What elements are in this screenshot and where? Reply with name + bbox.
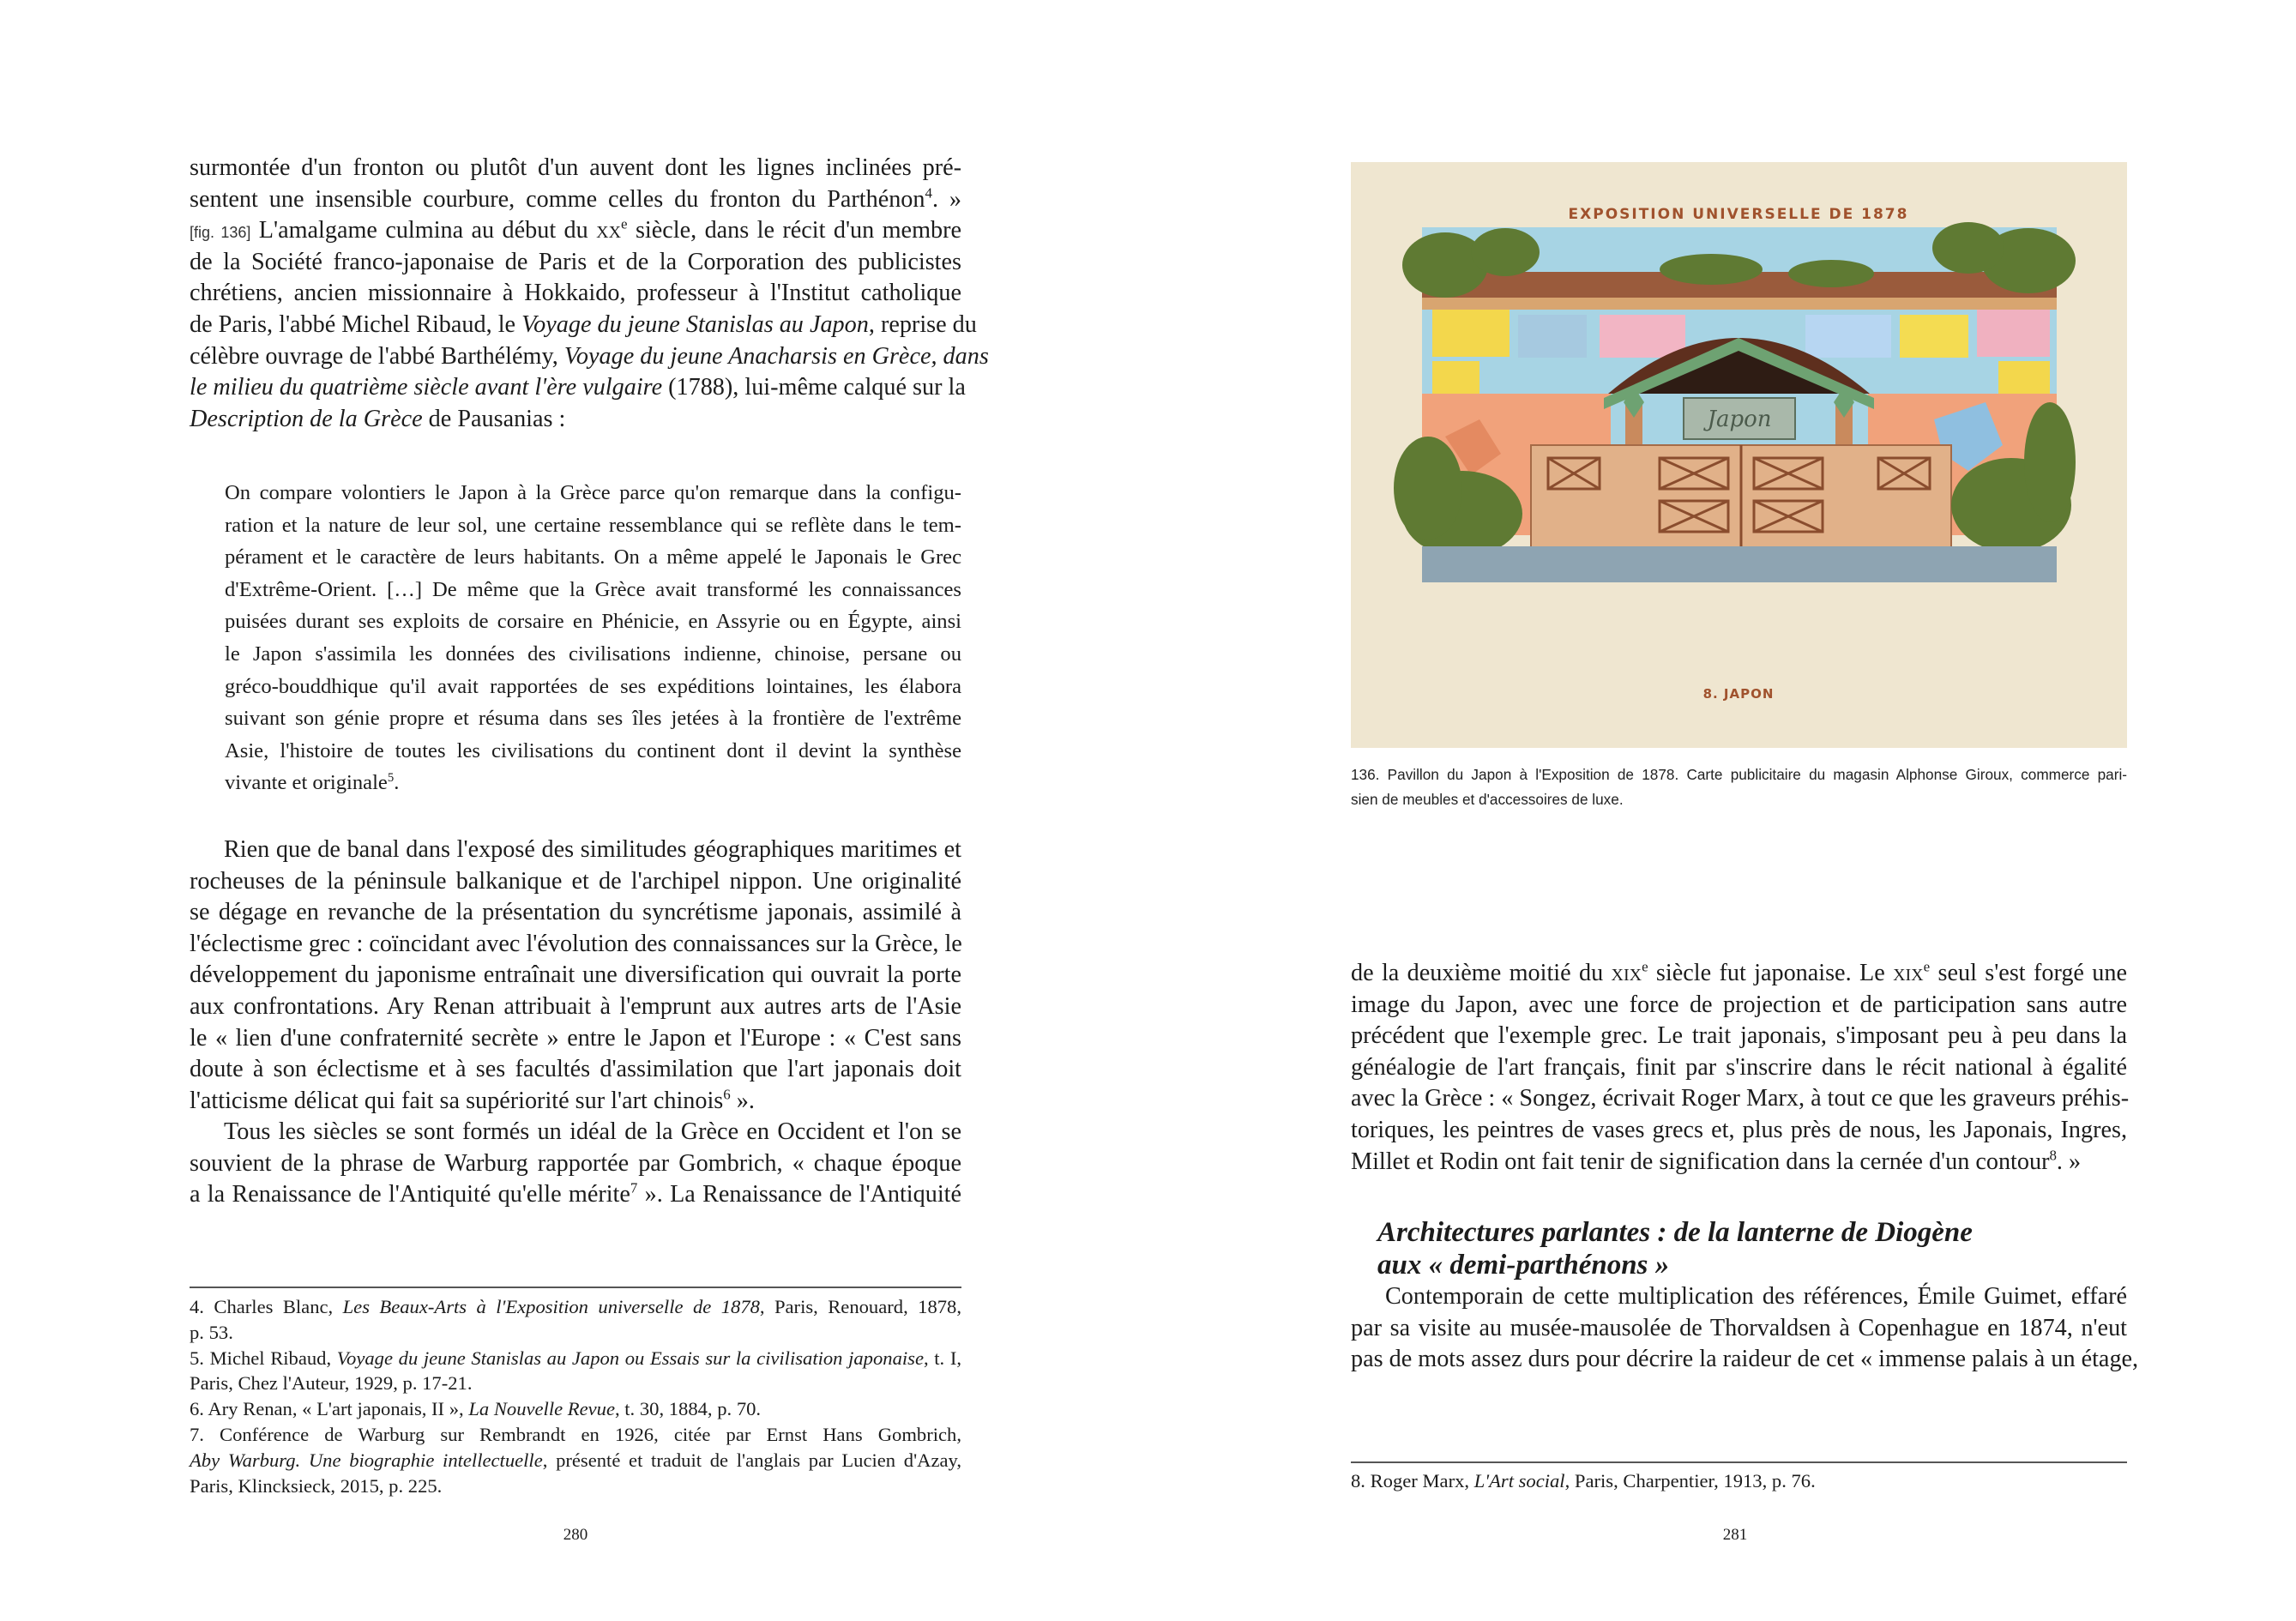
text-line: chrétiens, ancien missionnaire à Hokkaido, professeur à l'Institut catholique (190, 280, 961, 307)
journal-title: La Nouvelle Revue (468, 1398, 615, 1420)
text-line (190, 404, 961, 436)
text-span: de Paris, l'abbé Michel Ribaud, le (190, 310, 522, 338)
text-span: ». (730, 1087, 755, 1114)
text-span: , t. 30, 1884, p. 70. (614, 1398, 762, 1420)
book-title: Description de la Grèce (190, 405, 423, 432)
text-line (190, 1179, 961, 1211)
text-line: le « lien d'une confraternité secrète » entre le Japon et l'Europe : « C'est sans (190, 1024, 961, 1052)
text-span: ». La Renaissance de l'Antiquité (637, 1181, 961, 1208)
footnote-line (190, 1448, 961, 1473)
quote-line: puisées durant ses exploits de corsaire en Phénicie, en Assyrie ou en Égypte, ainsi (225, 610, 961, 634)
card-bottom-label: 8. JAPON (1702, 686, 1775, 702)
book-title: Voyage du jeune Anacharsis en Grèce, dans (563, 342, 989, 370)
text-span: , t. I, (923, 1347, 961, 1369)
left-paragraph-3 (190, 1117, 961, 1211)
ground (1422, 546, 2057, 582)
footnote-ref-5[interactable]: 5 (387, 771, 395, 786)
text-span: vivante et originale (225, 771, 388, 795)
text-line (190, 1086, 961, 1118)
footnote-line (190, 1396, 961, 1422)
text-line: pas de mots assez durs pour décrire la raideur de cet « immense palais à un étage, (1351, 1346, 2139, 1373)
text-line: rocheuses de la péninsule balkanique et de l'archipel nippon. Une originalité (190, 867, 961, 895)
wall-panel (1600, 315, 1685, 358)
century-numeral: xix (1611, 960, 1642, 986)
heading-line: Architectures parlantes : de la lanterne de Diogène (1377, 1217, 1973, 1248)
block-quote (225, 477, 961, 799)
footnote-line (190, 1294, 961, 1320)
text-span: , Paris, Renouard, 1878, (759, 1296, 961, 1317)
text-line: toriques, les peintres de vases grecs et, plus près de nous, les Japonais, Ingres, (1351, 1116, 2127, 1143)
text-line: l'éclectisme grec : coïncidant avec l'évolution des connaissances sur la Grèce, le (190, 930, 962, 957)
book-title: le milieu du quatrième siècle avant l'ère vulgaire (190, 374, 663, 401)
text-line: développement du japonisme entraînait une diversification qui ouvrait la porte (190, 961, 961, 989)
text-span: (1788), lui-même calqué sur la (662, 374, 966, 401)
footnote-ref-6[interactable]: 6 (723, 1086, 731, 1103)
text-line: se dégage en revanche de la présentation du syncrétisme japonais, assimilé à (190, 899, 961, 926)
text-line (190, 184, 961, 216)
superscript: e (1642, 958, 1648, 975)
book-title: Aby Warburg. Une biographie intellectuelle (190, 1449, 543, 1471)
wall-panel (1900, 315, 1968, 358)
section-heading (1377, 1216, 2127, 1281)
text-span: de Pausanias : (422, 405, 566, 432)
text-line: précédent que l'exemple grec. Le trait japonais, s'imposant peu à peu dans la (1351, 1022, 2127, 1050)
text-line: Contemporain de cette multiplication des références, Émile Guimet, effaré (1385, 1283, 2127, 1310)
text-line: aux confrontations. Ary Renan attribuait à l'emprunt aux autres arts de l'Asie (190, 992, 961, 1020)
footnote-divider (190, 1287, 961, 1288)
left-paragraph-1 (190, 153, 989, 435)
quote-line: pérament et le caractère de leurs habitants. On a même appelé le Japonais le Grec (225, 545, 961, 569)
text-line: Tous les siècles se sont formés un idéal de la Grèce en Occident et l'on se (224, 1118, 961, 1145)
caption-line: 136. Pavillon du Japon à l'Exposition de 1878. Carte publicitaire du magasin Alphonse Giroux, commerce pari- (1351, 766, 2127, 783)
text-line: Rien que de banal dans l'exposé des similitudes géographiques maritimes et (224, 836, 961, 863)
text-span: . (394, 771, 400, 795)
quote-line: On compare volontiers le Japon à la Grèce parce qu'on remarque dans la configu- (225, 481, 961, 504)
page-number: 281 (1722, 1526, 1748, 1544)
text-span: , Paris, Charpentier, 1913, p. 76. (1564, 1470, 1816, 1491)
text-line (190, 310, 977, 341)
text-span: Millet et Rodin ont fait tenir de signification dans la cernée d'un contour (1351, 1148, 2050, 1175)
footnote-line: 7. Conférence de Warburg sur Rembrandt en 1926, citée par Ernst Hans Gombrich, (190, 1423, 961, 1445)
text-span: sentent une insensible courbure, comme celles du fronton du Parthénon (190, 185, 925, 213)
book-title: Voyage du jeune Stanislas au Japon ou Essais sur la civilisation japonaise (336, 1347, 924, 1369)
text-span: 6. Ary Renan, « L'art japonais, II », (190, 1398, 469, 1420)
caption-line: sien de meubles et d'accessoires de luxe. (1351, 791, 1624, 808)
footnote-ref-4[interactable]: 4 (925, 184, 932, 202)
book-title: L'Art social (1473, 1470, 1565, 1491)
text-line (1351, 958, 2127, 990)
text-line: par sa visite au musée-mausolée de Thorvaldsen à Copenhague en 1874, n'eut (1351, 1314, 2127, 1341)
figure-136 (1351, 162, 2127, 748)
japon-sign-text: Japon (1707, 407, 1772, 432)
text-span: de la deuxième moitié du (1351, 960, 1612, 986)
text-span: a la Renaissance de l'Antiquité qu'elle mérite (190, 1181, 630, 1208)
right-page (1148, 0, 2296, 1621)
text-line: généalogie de l'art français, finit par s'inscrire dans le récit national à égalité (1351, 1053, 2127, 1081)
footnotes (1351, 1468, 2127, 1494)
quote-line: le Japon s'assimila les données des civilisations indienne, chinoise, persane ou (225, 642, 961, 666)
text-span: 8. Roger Marx, (1351, 1470, 1474, 1491)
text-span: 5. Michel Ribaud, (190, 1347, 337, 1369)
superscript: e (621, 215, 628, 232)
text-line (1351, 1147, 2127, 1178)
text-line: surmontée d'un fronton ou plutôt d'un auvent dont les lignes inclinées pré- (190, 154, 961, 181)
figure-caption (1351, 762, 2127, 812)
superscript: e (1923, 958, 1931, 975)
quote-line: ration et la nature de leur sol, une certaine ressemblance qui se reflète dans le tem- (225, 513, 961, 537)
quote-line: suivant son génie propre et résuma dans ses îles jetées à la frontière de l'extrême (225, 707, 961, 731)
wall-panel (1518, 315, 1587, 358)
book-title: Les Beaux-Arts à l'Exposition universelle de 1878 (342, 1296, 760, 1317)
text-span: , reprise du (868, 310, 977, 338)
heading-line: aux « demi-parthénons » (1377, 1250, 1670, 1281)
footnote-line: Paris, Klincksieck, 2015, p. 225. (190, 1474, 443, 1497)
book-title: Voyage du jeune Stanislas au Japon (521, 310, 869, 338)
text-span: . » (2056, 1148, 2082, 1175)
text-span: . » (931, 185, 961, 213)
text-line (190, 341, 989, 373)
text-span: l'atticisme délicat qui fait sa supériorité sur l'art chinois (190, 1087, 724, 1114)
japan-pavilion-illustration (1351, 162, 2127, 748)
quote-line (225, 767, 961, 799)
text-line: avec la Grèce : « Songez, écrivait Roger Marx, à tout ce que les graveurs préhis- (1351, 1085, 2130, 1112)
left-paragraph-2 (190, 835, 961, 1117)
text-line: souvient de la phrase de Warburg rapportée par Gombrich, « chaque époque (190, 1149, 961, 1177)
footnote-divider (1351, 1461, 2127, 1463)
quote-line: d'Extrême-Orient. […] De même que la Grèce avait transformé les connaissances (225, 577, 961, 601)
text-line: de la Société franco-japonaise de Paris et de la Corporation des publicistes (190, 248, 961, 275)
page-number: 280 (563, 1526, 588, 1544)
quote-line: Asie, l'histoire de toutes les civilisations du continent dont il devint la synthèse (225, 738, 961, 762)
footnote-line (1351, 1468, 2127, 1494)
text-span: 4. Charles Blanc, (190, 1296, 343, 1317)
right-paragraph-2 (1351, 1281, 2139, 1376)
card-top-label: EXPOSITION UNIVERSELLE DE 1878 (1568, 206, 1909, 223)
figure-reference[interactable]: [fig. 136] (190, 224, 251, 242)
footnote-line: Paris, Chez l'Auteur, 1929, p. 17-21. (190, 1372, 473, 1395)
text-line (190, 372, 966, 404)
wall-panel (1977, 310, 2050, 357)
wall-panel (1432, 310, 1510, 357)
text-line: image du Japon, avec une force de projection et de participation sans autre (1351, 991, 2127, 1018)
text-span: L'amalgame culmina au début du (250, 217, 597, 244)
text-span: célèbre ouvrage de l'abbé Barthélémy, (190, 342, 564, 370)
roof-trim (1422, 298, 2057, 310)
text-span: siècle fut japonaise. Le (1648, 960, 1894, 986)
footnote-ref-8[interactable]: 8 (2049, 1147, 2057, 1164)
text-span: seul s'est forgé une (1930, 960, 2127, 986)
footnotes (190, 1294, 961, 1498)
text-span: , présenté et traduit de l'anglais par Lucien d'Azay, (542, 1449, 961, 1471)
century-numeral: xix (1893, 960, 1924, 986)
right-paragraph-1 (1351, 958, 2130, 1178)
text-line (190, 215, 961, 247)
footnote-ref-7[interactable]: 7 (630, 1179, 638, 1196)
text-line: doute à son éclectisme et à ses facultés d'assimilation que l'art japonais doit (190, 1056, 961, 1083)
wall-panel (1805, 315, 1891, 358)
text-span: siècle, dans le récit d'un membre (627, 217, 961, 244)
century-numeral: xx (596, 217, 622, 244)
quote-line: gréco-bouddhique qu'il avait rapportées de ses expéditions lointaines, les élabora (225, 674, 961, 698)
footnote-line: p. 53. (190, 1321, 233, 1343)
footnote-line (190, 1346, 961, 1371)
